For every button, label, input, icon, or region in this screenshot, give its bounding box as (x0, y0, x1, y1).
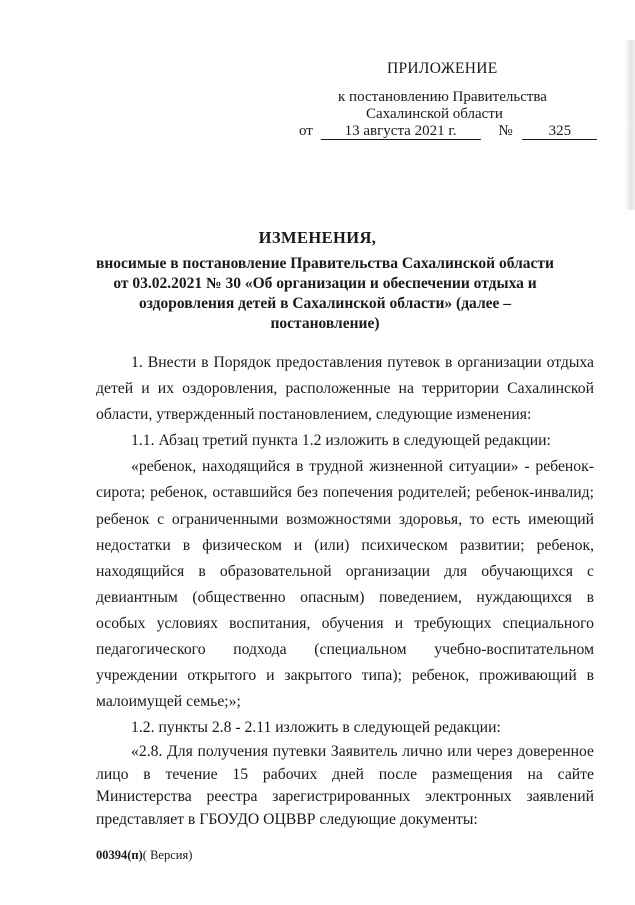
decree-number: 325 (522, 124, 597, 140)
document-subtitle: вносимые в постановление Правительства Сахалинской области от 03.02.2021 № 30 «Об организации и обеспечении отдыха и оздоровления детей в Сахалинской области» (далее – постановление) (96, 255, 554, 332)
decree-date-number (299, 123, 597, 140)
paragraph-1-2: 1.2. пункты 2.8 - 2.11 изложить в следующей редакции: (131, 719, 501, 737)
paragraph-1-1: 1.1. Абзац третий пункта 1.2 изложить в следующей редакции: (131, 432, 551, 450)
number-label: № (498, 123, 513, 139)
paragraph-2-8: «2.8. Для получения путевки Заявитель лично или через доверенное лицо в течение 15 рабочих дней после размещения на сайте Министерства реестра зарегистрированных электронных заявлений представляет в ГБОУДО ОЦВВР следующие документы: (96, 743, 594, 828)
document-version: ( Версия) (142, 848, 193, 862)
document-body (96, 350, 594, 831)
decree-reference: к постановлению Правительства (338, 89, 547, 105)
document-footer (96, 848, 192, 863)
region-name: Сахалинской области (366, 106, 503, 122)
paragraph-definition: «ребенок, находящийся в трудной жизненной ситуации» - ребенок-сирота; ребенок, оставшийся без попечения родителей; ребенок-инвалид; ребенок с ограниченными возможностями здоровья, то есть имеющий недостатки в физическом и (или) психическом развитии; ребенок, находящийся в образовательной организации для обучающихся с девиантным (общественно опасным) поведением, нуждающихся в особых условиях воспитания, обучения и требующих специального педагогического подхода (специальном учебно-воспитательном учреждении открытого и закрытого типа); ребенок, проживающий в малоимущей семье;»; (96, 458, 594, 711)
from-label: от (299, 123, 313, 139)
decree-date: 13 августа 2021 г. (321, 124, 481, 140)
paragraph-1: 1. Внести в Порядок предоставления путевок в организации отдыха детей и их оздоровления, расположенные на территории Сахалинской области, утвержденный постановлением, следующие изменения: (96, 354, 594, 424)
document-code: 00394(п) (96, 848, 143, 862)
document-title: ИЗМЕНЕНИЯ, (258, 228, 377, 247)
scan-edge-shadow (625, 40, 635, 210)
appendix-label: ПРИЛОЖЕНИЕ (387, 60, 498, 77)
